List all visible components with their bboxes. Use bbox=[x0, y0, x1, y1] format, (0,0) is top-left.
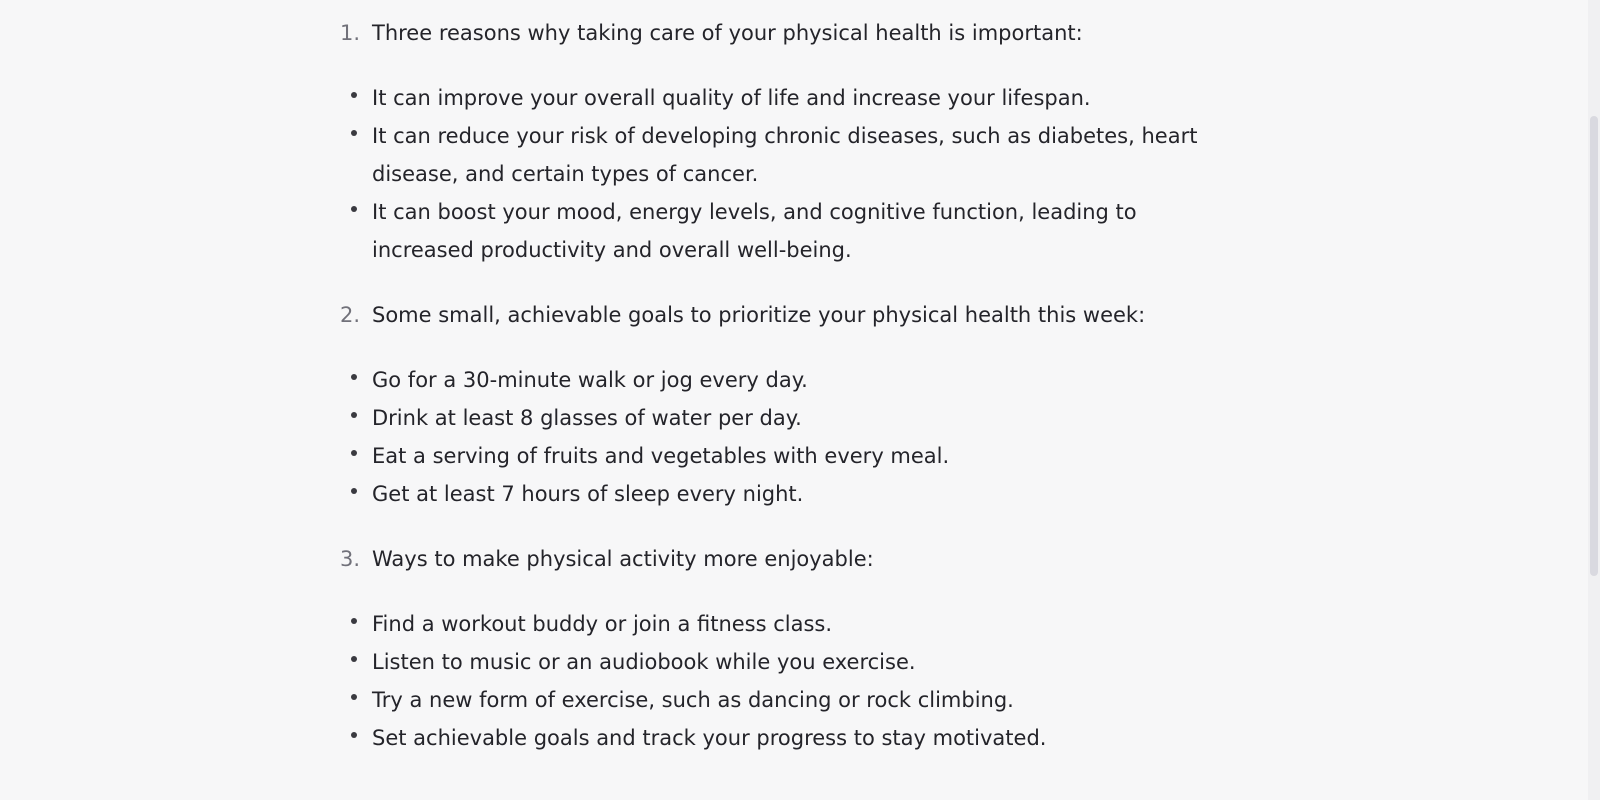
heading-text: Ways to make physical activity more enjoyable: bbox=[372, 547, 874, 571]
list-item bbox=[340, 79, 1220, 117]
numbered-heading bbox=[340, 540, 1220, 578]
heading-text: Three reasons why taking care of your physical health is important: bbox=[372, 21, 1083, 45]
list-number: 3. bbox=[340, 547, 361, 571]
list-item bbox=[340, 605, 1220, 643]
list-item-text: Find a workout buddy or join a fitness class. bbox=[372, 612, 833, 636]
bullet-dot-icon bbox=[351, 732, 357, 738]
list-number: 2. bbox=[340, 303, 361, 327]
bullet-dot-icon bbox=[351, 374, 357, 380]
numbered-heading bbox=[340, 14, 1220, 52]
list-item bbox=[340, 117, 1220, 193]
bullet-dot-icon bbox=[351, 450, 357, 456]
list-item-text: Get at least 7 hours of sleep every night. bbox=[372, 482, 804, 506]
bullet-dot-icon bbox=[351, 412, 357, 418]
list-section-2 bbox=[340, 296, 1220, 513]
bullet-list bbox=[340, 79, 1220, 269]
heading-text: Some small, achievable goals to prioritize your physical health this week: bbox=[372, 303, 1146, 327]
bullet-list bbox=[340, 361, 1220, 513]
list-item-text: Go for a 30-minute walk or jog every day. bbox=[372, 368, 808, 392]
bullet-dot-icon bbox=[351, 206, 357, 212]
bullet-dot-icon bbox=[351, 656, 357, 662]
list-item bbox=[340, 643, 1220, 681]
list-item bbox=[340, 399, 1220, 437]
scrollbar[interactable] bbox=[1588, 0, 1600, 800]
list-section-3 bbox=[340, 540, 1220, 757]
bullet-dot-icon bbox=[351, 618, 357, 624]
list-item-text: Eat a serving of fruits and vegetables with every meal. bbox=[372, 444, 950, 468]
list-item-text: Set achievable goals and track your progress to stay motivated. bbox=[372, 726, 1047, 750]
list-item-text: Try a new form of exercise, such as dancing or rock climbing. bbox=[372, 688, 1014, 712]
list-item-text: It can boost your mood, energy levels, and cognitive function, leading to increased productivity and overall well-being. bbox=[372, 200, 1137, 262]
list-item bbox=[340, 475, 1220, 513]
chat-message-content bbox=[340, 14, 1220, 784]
list-section-1 bbox=[340, 14, 1220, 269]
scrollbar-thumb[interactable] bbox=[1590, 116, 1598, 576]
list-item-text: It can improve your overall quality of life and increase your lifespan. bbox=[372, 86, 1091, 110]
list-item bbox=[340, 193, 1220, 269]
bullet-list bbox=[340, 605, 1220, 757]
bullet-dot-icon bbox=[351, 92, 357, 98]
list-number: 1. bbox=[340, 21, 361, 45]
bullet-dot-icon bbox=[351, 488, 357, 494]
list-item bbox=[340, 681, 1220, 719]
list-item bbox=[340, 361, 1220, 399]
bullet-dot-icon bbox=[351, 130, 357, 136]
list-item bbox=[340, 719, 1220, 757]
list-item-text: It can reduce your risk of developing chronic diseases, such as diabetes, heart disease, and certain types of cancer. bbox=[372, 124, 1198, 186]
bullet-dot-icon bbox=[351, 694, 357, 700]
list-item bbox=[340, 437, 1220, 475]
list-item-text: Drink at least 8 glasses of water per day. bbox=[372, 406, 802, 430]
list-item-text: Listen to music or an audiobook while you exercise. bbox=[372, 650, 916, 674]
numbered-heading bbox=[340, 296, 1220, 334]
